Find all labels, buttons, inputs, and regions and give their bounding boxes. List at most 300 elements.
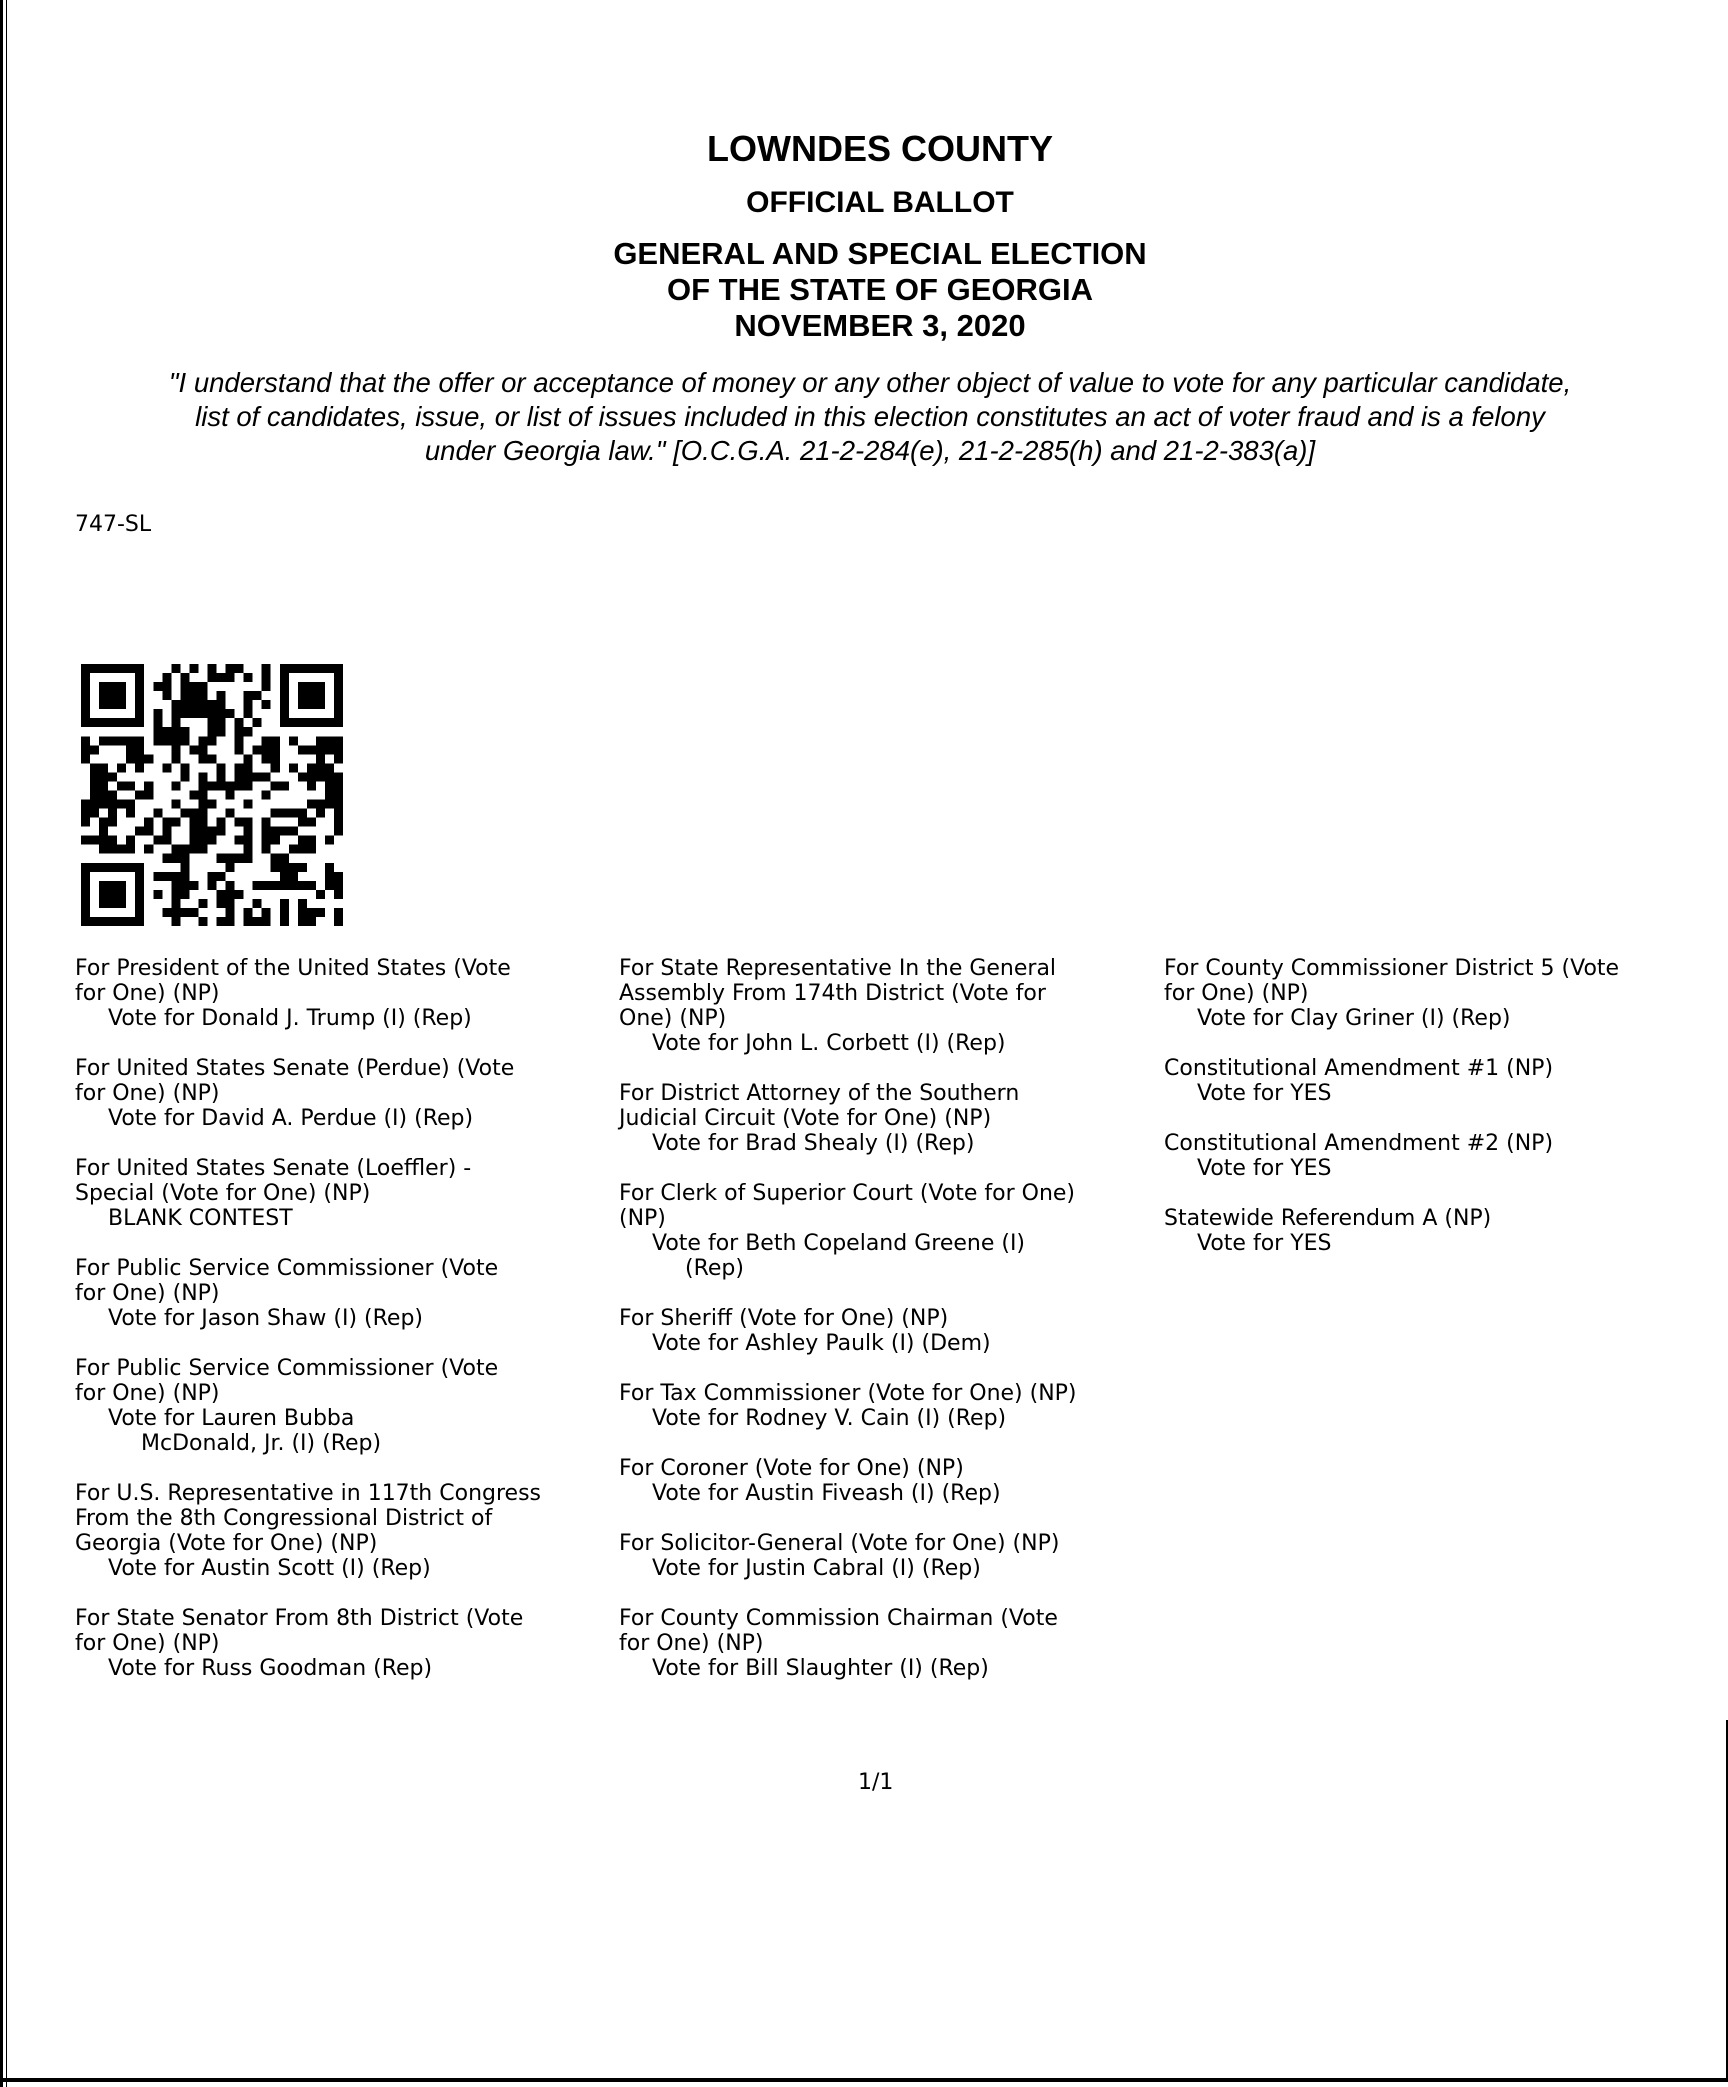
qr-module: [334, 818, 343, 827]
qr-module: [126, 754, 135, 763]
qr-module: [307, 836, 316, 845]
qr-module: [334, 881, 343, 890]
contest-title-line: For U.S. Representative in 117th Congress: [75, 1481, 541, 1506]
qr-module: [226, 781, 235, 790]
qr-module: [198, 899, 207, 908]
contest-title-line: For United States Senate (Loeffler) -: [75, 1156, 472, 1181]
qr-module: [244, 691, 253, 700]
qr-module: [217, 827, 226, 836]
qr-module: [226, 917, 235, 926]
qr-module: [226, 881, 235, 890]
qr-module: [126, 745, 135, 754]
qr-module: [207, 700, 216, 709]
selection-line: Vote for YES: [1197, 1081, 1332, 1106]
qr-module: [217, 872, 226, 881]
qr-module: [226, 809, 235, 818]
qr-module: [126, 836, 135, 845]
contest-column-1: [75, 956, 615, 1706]
qr-module: [262, 745, 271, 754]
qr-module: [180, 845, 189, 854]
qr-module: [334, 908, 343, 917]
qr-module: [271, 836, 280, 845]
qr-module: [171, 736, 180, 745]
selection-line: Vote for Ashley Paulk (I) (Dem): [652, 1331, 991, 1356]
contest: [619, 1456, 1159, 1506]
selection-line: Vote for John L. Corbett (I) (Rep): [652, 1031, 1006, 1056]
qr-module: [298, 917, 307, 926]
contest: [1164, 1206, 1704, 1256]
contest-title-line: Assembly From 174th District (Vote for: [619, 981, 1046, 1006]
qr-module: [153, 836, 162, 845]
selection-line: Vote for Lauren Bubba: [108, 1406, 355, 1431]
election-line: NOVEMBER 3, 2020: [734, 308, 1026, 343]
qr-module: [298, 772, 307, 781]
qr-module: [244, 908, 253, 917]
qr-module: [316, 809, 325, 818]
qr-module: [126, 736, 135, 745]
oath-line: list of candidates, issue, or list of issues included in this election constitutes an act of voter fraud and is a felony: [195, 401, 1545, 432]
qr-module: [244, 763, 253, 772]
ballot-type: OFFICIAL BALLOT: [746, 186, 1014, 219]
qr-module: [307, 772, 316, 781]
qr-module: [162, 827, 171, 836]
qr-module: [198, 709, 207, 718]
contest: [75, 1481, 615, 1581]
qr-module: [244, 800, 253, 809]
contest-title-line: From the 8th Congressional District of: [75, 1506, 493, 1531]
qr-module: [271, 745, 280, 754]
qr-module: [325, 781, 334, 790]
contest-title-line: for One) (NP): [75, 1631, 220, 1656]
qr-module: [198, 790, 207, 799]
qr-module: [226, 863, 235, 872]
ballot-style-code: 747-SL: [75, 512, 152, 537]
qr-module: [162, 736, 171, 745]
contest: [75, 1356, 615, 1456]
qr-module: [198, 818, 207, 827]
qr-module: [235, 763, 244, 772]
qr-module: [207, 718, 216, 727]
qr-module: [244, 709, 253, 718]
qr-module: [153, 809, 162, 818]
qr-module: [217, 673, 226, 682]
qr-module: [189, 790, 198, 799]
qr-module: [325, 790, 334, 799]
qr-module: [217, 691, 226, 700]
selection-line: Vote for Austin Scott (I) (Rep): [108, 1556, 431, 1581]
qr-module: [144, 790, 153, 799]
qr-module: [298, 899, 307, 908]
qr-module: [244, 727, 253, 736]
qr-module: [307, 881, 316, 890]
qr-module: [207, 736, 216, 745]
qr-module: [153, 736, 162, 745]
qr-module: [253, 772, 262, 781]
qr-module: [171, 908, 180, 917]
qr-module: [217, 772, 226, 781]
qr-module: [135, 790, 144, 799]
contest: [619, 1381, 1159, 1431]
qr-module: [126, 800, 135, 809]
qr-module: [280, 854, 289, 863]
qr-module: [280, 881, 289, 890]
selection-line: Vote for Beth Copeland Greene (I): [652, 1231, 1026, 1256]
qr-module: [171, 845, 180, 854]
qr-module: [171, 700, 180, 709]
selection-line: Vote for Clay Griner (I) (Rep): [1197, 1006, 1511, 1031]
qr-module: [334, 736, 343, 745]
contest: [75, 1606, 615, 1681]
qr-module: [262, 845, 271, 854]
contest-title-line: For Public Service Commissioner (Vote: [75, 1356, 499, 1381]
qr-module: [180, 736, 189, 745]
contest: [1164, 1056, 1704, 1106]
qr-module: [307, 818, 316, 827]
qr-module: [262, 736, 271, 745]
qr-module: [307, 763, 316, 772]
page-border-bottom: [0, 2078, 1728, 2082]
qr-module: [235, 727, 244, 736]
qr-module: [226, 908, 235, 917]
qr-module: [325, 872, 334, 881]
qr-module: [262, 818, 271, 827]
qr-module: [207, 709, 216, 718]
qr-module: [162, 763, 171, 772]
qr-module: [171, 881, 180, 890]
contest-title-line: For County Commission Chairman (Vote: [619, 1606, 1058, 1631]
qr-module: [162, 673, 171, 682]
qr-module: [334, 781, 343, 790]
qr-module: [217, 727, 226, 736]
qr-module: [144, 845, 153, 854]
oath-line: "I understand that the offer or acceptance of money or any other object of value to vote for any particular candidate,: [168, 367, 1572, 398]
contest: [1164, 1131, 1704, 1181]
qr-module: [271, 827, 280, 836]
qr-module: [217, 917, 226, 926]
qr-module: [280, 899, 289, 908]
qr-module: [271, 881, 280, 890]
contest: [619, 1306, 1159, 1356]
qr-module: [316, 800, 325, 809]
qr-module: [262, 827, 271, 836]
qr-module: [171, 872, 180, 881]
qr-module: [217, 899, 226, 908]
qr-module: [235, 781, 244, 790]
qr-module: [207, 781, 216, 790]
qr-module: [99, 845, 108, 854]
qr-module: [162, 818, 171, 827]
qr-module: [235, 854, 244, 863]
qr-module: [253, 691, 262, 700]
qr-module: [298, 881, 307, 890]
contest-column-3: [1164, 956, 1704, 1281]
qr-module: [307, 745, 316, 754]
qr-module: [289, 881, 298, 890]
selection-line: Vote for Austin Fiveash (I) (Rep): [652, 1481, 1001, 1506]
qr-module: [235, 890, 244, 899]
qr-module: [171, 709, 180, 718]
qr-module: [316, 772, 325, 781]
qr-module: [316, 736, 325, 745]
qr-module: [90, 745, 99, 754]
qr-module: [180, 691, 189, 700]
qr-module: [189, 664, 198, 673]
qr-module: [180, 863, 189, 872]
qr-module: [226, 899, 235, 908]
qr-module: [108, 845, 117, 854]
qr-module: [253, 745, 262, 754]
qr-module: [171, 754, 180, 763]
qr-module: [153, 709, 162, 718]
qr-module: [117, 781, 126, 790]
selection-line: Vote for Russ Goodman (Rep): [108, 1656, 433, 1681]
qr-module: [334, 917, 343, 926]
contest-title-line: for One) (NP): [75, 1081, 220, 1106]
qr-module: [180, 700, 189, 709]
qr-module: [244, 836, 253, 845]
qr-module: [117, 763, 126, 772]
qr-module: [244, 818, 253, 827]
qr-module: [316, 754, 325, 763]
qr-module: [144, 827, 153, 836]
qr-module: [198, 781, 207, 790]
selection-line: BLANK CONTEST: [108, 1206, 293, 1231]
qr-module: [217, 890, 226, 899]
qr-module: [298, 908, 307, 917]
qr-module: [244, 781, 253, 790]
qr-module: [81, 736, 90, 745]
qr-module: [198, 745, 207, 754]
qr-module: [298, 818, 307, 827]
qr-module: [226, 709, 235, 718]
contest-title-line: for One) (NP): [75, 1381, 220, 1406]
qr-module: [244, 854, 253, 863]
qr-module: [189, 691, 198, 700]
qr-module: [189, 836, 198, 845]
qr-module: [171, 800, 180, 809]
selection-line: Vote for YES: [1197, 1231, 1332, 1256]
qr-module: [126, 781, 135, 790]
contest: [619, 1606, 1159, 1681]
qr-module: [117, 800, 126, 809]
qr-module: [171, 745, 180, 754]
qr-module: [135, 745, 144, 754]
qr-module: [180, 872, 189, 881]
contest: [75, 1256, 615, 1331]
qr-module: [334, 809, 343, 818]
qr-module: [162, 872, 171, 881]
qr-module: [180, 709, 189, 718]
qr-module: [325, 763, 334, 772]
qr-module: [189, 745, 198, 754]
qr-module: [262, 790, 271, 799]
contest-title-line: Statewide Referendum A (NP): [1164, 1206, 1492, 1231]
qr-module: [81, 800, 90, 809]
qr-module: [171, 664, 180, 673]
qr-module: [262, 908, 271, 917]
qr-module: [90, 800, 99, 809]
selection-line: Vote for Bill Slaughter (I) (Rep): [652, 1656, 989, 1681]
qr-module: [99, 818, 108, 827]
qr-module: [198, 682, 207, 691]
oath-line: under Georgia law." [O.C.G.A. 21-2-284(e), 21-2-285(h) and 21-2-383(a)]: [424, 435, 1316, 466]
qr-module: [244, 700, 253, 709]
qr-module: [171, 818, 180, 827]
qr-module: [171, 781, 180, 790]
qr-module: [99, 790, 108, 799]
qr-module: [253, 917, 262, 926]
qr-module: [262, 700, 271, 709]
contest-title-line: for One) (NP): [619, 1631, 764, 1656]
qr-module: [280, 917, 289, 926]
qr-module: [325, 736, 334, 745]
selection-line: Vote for Jason Shaw (I) (Rep): [108, 1306, 424, 1331]
qr-module: [153, 890, 162, 899]
qr-module: [334, 872, 343, 881]
qr-module: [198, 754, 207, 763]
qr-module: [153, 682, 162, 691]
qr-module: [280, 908, 289, 917]
qr-module: [90, 781, 99, 790]
qr-module: [334, 827, 343, 836]
qr-module: [189, 881, 198, 890]
qr-module: [207, 827, 216, 836]
qr-module: [198, 800, 207, 809]
contest: [75, 1056, 615, 1131]
qr-module: [171, 727, 180, 736]
selection-line: McDonald, Jr. (I) (Rep): [141, 1431, 382, 1456]
qr-module: [325, 800, 334, 809]
contest-title-line: Georgia (Vote for One) (NP): [75, 1531, 378, 1556]
qr-finder-center: [99, 682, 126, 709]
qr-module: [325, 772, 334, 781]
contest-title-line: For State Senator From 8th District (Vote: [75, 1606, 524, 1631]
qr-module: [207, 881, 216, 890]
qr-module: [217, 763, 226, 772]
qr-module: [135, 827, 144, 836]
qr-module: [289, 845, 298, 854]
qr-module: [334, 745, 343, 754]
qr-module: [316, 908, 325, 917]
qr-module: [180, 809, 189, 818]
qr-module: [189, 682, 198, 691]
selection-line: (Rep): [685, 1256, 744, 1281]
contest-title-line: For President of the United States (Vote: [75, 956, 511, 981]
qr-module: [117, 736, 126, 745]
qr-module: [144, 781, 153, 790]
contest-title-line: For Coroner (Vote for One) (NP): [619, 1456, 964, 1481]
qr-module: [180, 727, 189, 736]
qr-module: [271, 781, 280, 790]
qr-module: [271, 854, 280, 863]
contest-title-line: Judicial Circuit (Vote for One) (NP): [619, 1106, 992, 1131]
qr-module: [235, 772, 244, 781]
qr-module: [235, 745, 244, 754]
qr-module: [90, 772, 99, 781]
qr-module: [126, 809, 135, 818]
selection-line: Vote for Brad Shealy (I) (Rep): [652, 1131, 975, 1156]
contest-title-line: For Tax Commissioner (Vote for One) (NP): [619, 1381, 1077, 1406]
qr-module: [325, 863, 334, 872]
qr-module: [81, 809, 90, 818]
qr-module: [99, 781, 108, 790]
qr-module: [316, 890, 325, 899]
qr-module: [298, 809, 307, 818]
qr-module: [325, 745, 334, 754]
qr-module: [198, 917, 207, 926]
qr-module: [289, 763, 298, 772]
qr-module: [226, 890, 235, 899]
qr-module: [126, 845, 135, 854]
qr-module: [171, 890, 180, 899]
qr-module: [307, 908, 316, 917]
qr-module: [189, 845, 198, 854]
qr-module: [180, 673, 189, 682]
election-line: GENERAL AND SPECIAL ELECTION: [613, 236, 1147, 271]
contest: [75, 1156, 615, 1231]
qr-module: [207, 800, 216, 809]
qr-module: [289, 863, 298, 872]
qr-module: [271, 736, 280, 745]
qr-module: [280, 781, 289, 790]
contest-column-2: [619, 956, 1159, 1706]
qr-module: [307, 917, 316, 926]
qr-module: [262, 673, 271, 682]
qr-module: [189, 818, 198, 827]
qr-module: [207, 673, 216, 682]
qr-module: [81, 754, 90, 763]
qr-module: [271, 863, 280, 872]
contest-title-line: For Public Service Commissioner (Vote: [75, 1256, 499, 1281]
qr-module: [162, 682, 171, 691]
qr-module: [144, 818, 153, 827]
qr-module: [334, 800, 343, 809]
qr-module: [271, 763, 280, 772]
qr-module: [280, 872, 289, 881]
qr-module: [235, 718, 244, 727]
qr-module: [99, 763, 108, 772]
qr-module: [316, 745, 325, 754]
selection-line: Vote for YES: [1197, 1156, 1332, 1181]
page-number: 1/1: [858, 1770, 894, 1795]
contest-title-line: for One) (NP): [75, 1281, 220, 1306]
qr-module: [81, 745, 90, 754]
qr-module: [171, 899, 180, 908]
qr-module: [262, 682, 271, 691]
qr-finder-center: [99, 881, 126, 908]
qr-module: [198, 700, 207, 709]
contest-title-line: Constitutional Amendment #1 (NP): [1164, 1056, 1554, 1081]
qr-module: [180, 908, 189, 917]
qr-module: [280, 809, 289, 818]
qr-module: [171, 854, 180, 863]
qr-module: [262, 881, 271, 890]
qr-module: [325, 881, 334, 890]
qr-module: [334, 790, 343, 799]
qr-module: [262, 772, 271, 781]
qr-module: [298, 845, 307, 854]
qr-module: [198, 809, 207, 818]
qr-module: [189, 827, 198, 836]
qr-module: [189, 700, 198, 709]
qr-module: [289, 827, 298, 836]
qr-module: [217, 718, 226, 727]
contest-title-line: For Solicitor-General (Vote for One) (NP): [619, 1531, 1060, 1556]
qr-module: [298, 836, 307, 845]
selection-line: Vote for David A. Perdue (I) (Rep): [108, 1106, 474, 1131]
qr-module: [235, 818, 244, 827]
qr-module: [217, 709, 226, 718]
